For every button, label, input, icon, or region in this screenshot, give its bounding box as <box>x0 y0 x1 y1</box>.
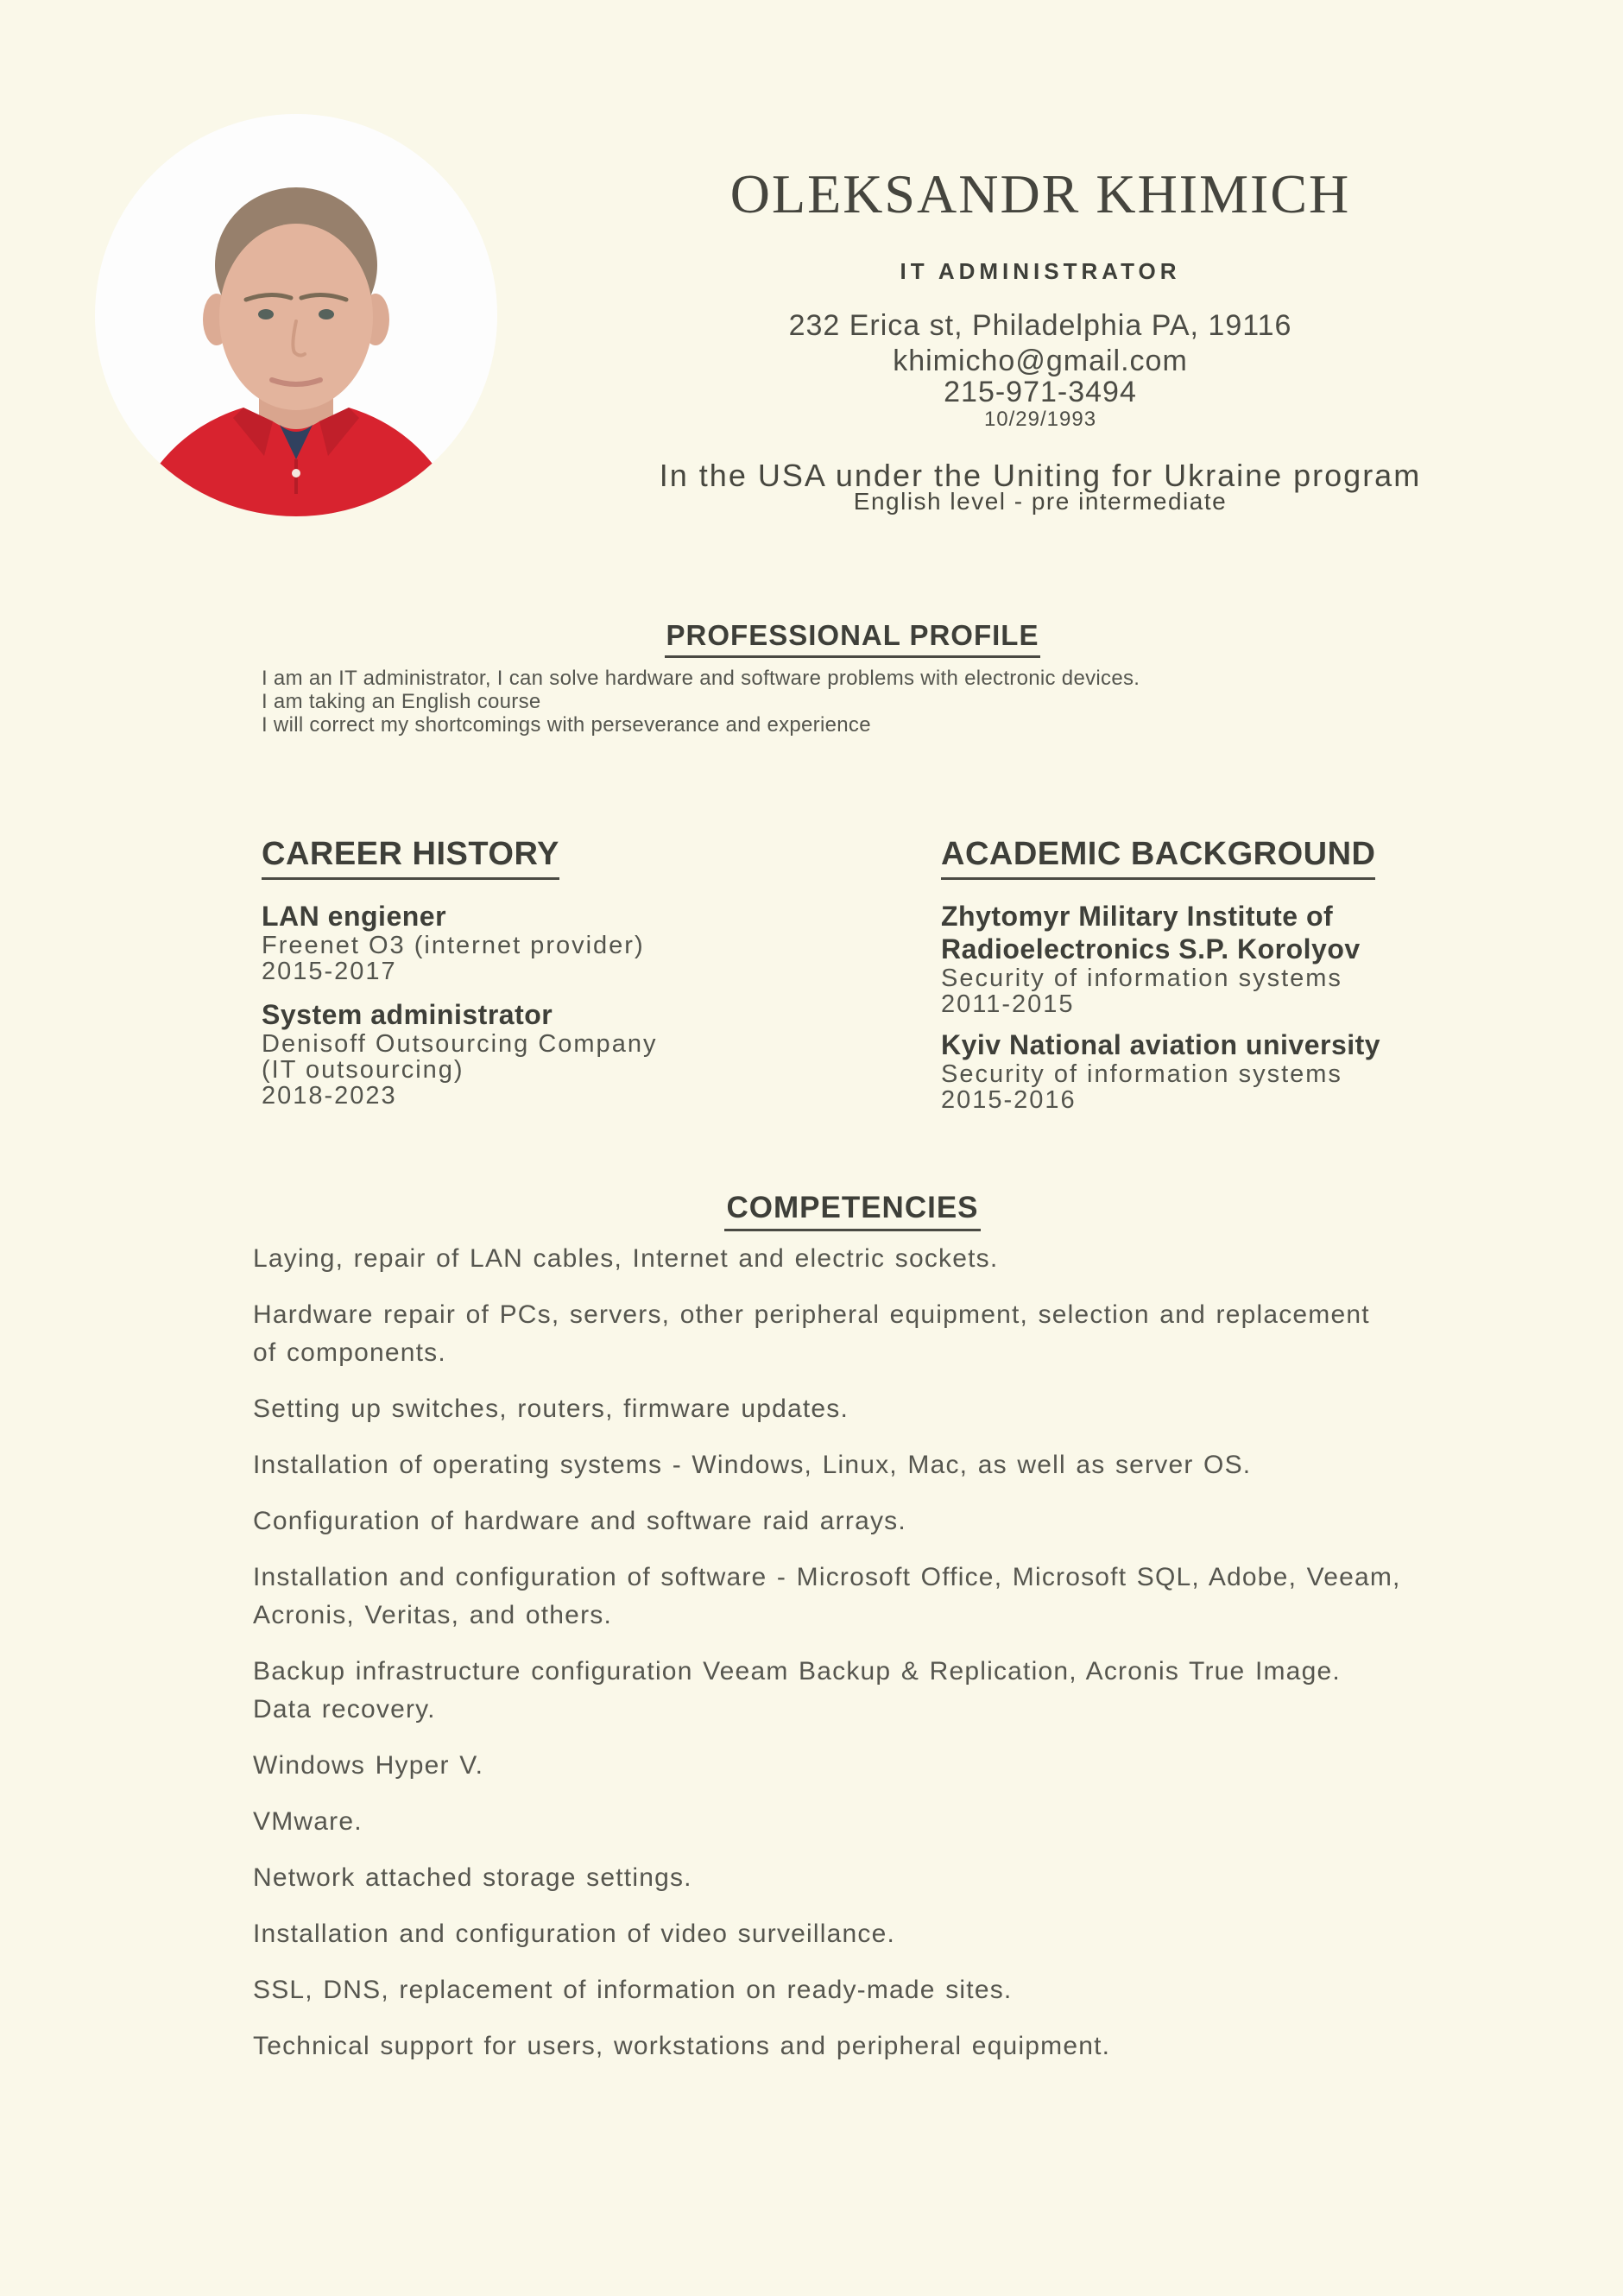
competency-item <box>253 1502 1487 1540</box>
competency-item <box>253 1971 1487 2009</box>
status-line: In the USA under the Uniting for Ukraine program <box>659 458 1422 493</box>
career-entry-company: Denisoff Outsourcing Company <box>262 1030 658 1058</box>
person-name: OLEKSANDR KHIMICH <box>729 163 1351 225</box>
career-entry-dates: 2015-2017 <box>262 958 397 985</box>
competency-item <box>253 1653 1487 1729</box>
competency-line: SSL, DNS, replacement of information on ready-made sites. <box>253 1976 1013 2004</box>
career-entry-title: LAN engiener <box>262 901 447 932</box>
competency-line: Installation and configuration of video surveillance. <box>253 1920 896 1948</box>
english-level-line: English level - pre intermediate <box>853 488 1228 515</box>
academic-entry-program: Security of information systems <box>941 1060 1342 1088</box>
competency-line: Laying, repair of LAN cables, Internet and electric sockets. <box>253 1244 999 1273</box>
competency-line: Acronis, Veritas, and others. <box>253 1601 612 1629</box>
academic-entry-program: Security of information systems <box>941 965 1342 992</box>
academic-background-heading: ACADEMIC BACKGROUND <box>941 834 1375 880</box>
academic-entry-school: Kyiv National aviation university <box>941 1029 1381 1060</box>
competency-item <box>253 1296 1487 1372</box>
career-entry <box>262 998 814 1109</box>
academic-entry-school: Zhytomyr Military Institute of <box>941 901 1334 932</box>
academic-entry <box>941 900 1494 1017</box>
competency-line: Data recovery. <box>253 1695 436 1724</box>
competency-item <box>253 1915 1487 1953</box>
competency-line: Hardware repair of PCs, servers, other peripheral equipment, selection and replacement <box>253 1300 1370 1329</box>
academic-entry-school: Radioelectronics S.P. Korolyov <box>941 933 1361 965</box>
academic-entry <box>941 1028 1494 1113</box>
competencies-heading: COMPETENCIES <box>724 1190 980 1231</box>
competencies-section <box>255 1190 1450 1231</box>
competency-line: Configuration of hardware and software raid arrays. <box>253 1507 906 1535</box>
competency-item <box>253 1446 1487 1484</box>
competency-line: Backup infrastructure configuration Veeam Backup & Replication, Acronis True Image. <box>253 1657 1341 1686</box>
profile-line: I am taking an English course <box>262 690 541 713</box>
competency-line: of components. <box>253 1338 446 1367</box>
career-entry-company: Freenet O3 (internet provider) <box>262 932 645 959</box>
career-entry-company: (IT outsourcing) <box>262 1056 464 1084</box>
competency-line: Setting up switches, routers, firmware updates. <box>253 1395 849 1423</box>
birthdate-line: 10/29/1993 <box>983 408 1097 431</box>
address-line: 232 Erica st, Philadelphia PA, 19116 <box>788 309 1292 342</box>
competency-item <box>253 1859 1487 1897</box>
profile-line: I am an IT administrator, I can solve hardware and software problems with electronic devices. <box>262 667 1140 690</box>
competency-line: Installation of operating systems - Windows, Linux, Mac, as well as server OS. <box>253 1451 1252 1479</box>
job-title: IT ADMINISTRATOR <box>900 258 1181 284</box>
profile-photo <box>95 114 497 516</box>
person-avatar-illustration <box>95 114 497 516</box>
phone-line: 215-971-3494 <box>944 376 1137 408</box>
competency-item <box>253 1803 1487 1841</box>
career-history-heading: CAREER HISTORY <box>262 834 559 880</box>
professional-profile-text <box>262 667 1470 737</box>
competency-item <box>253 1390 1487 1428</box>
career-entry-title: System administrator <box>262 999 553 1030</box>
career-entry-dates: 2018-2023 <box>262 1082 397 1110</box>
competency-line: Technical support for users, workstations and peripheral equipment. <box>253 2032 1111 2060</box>
email-line: khimicho@gmail.com <box>893 345 1188 377</box>
competency-line: Installation and configuration of software - Microsoft Office, Microsoft SQL, Adobe, Veeam, <box>253 1563 1401 1591</box>
competency-item <box>253 1559 1487 1635</box>
academic-entry-dates: 2011-2015 <box>941 990 1075 1018</box>
professional-profile-heading: PROFESSIONAL PROFILE <box>665 618 1041 658</box>
profile-line: I will correct my shortcomings with perseverance and experience <box>262 713 871 737</box>
competency-line: VMware. <box>253 1807 363 1836</box>
competency-line: Network attached storage settings. <box>253 1863 692 1892</box>
competency-item <box>253 1240 1487 1278</box>
professional-profile-section <box>255 618 1450 658</box>
career-entry <box>262 900 814 984</box>
competencies-list <box>253 1240 1487 2084</box>
competency-line: Windows Hyper V. <box>253 1751 484 1780</box>
competency-item <box>253 1747 1487 1785</box>
competency-item <box>253 2027 1487 2065</box>
academic-entry-dates: 2015-2016 <box>941 1086 1077 1114</box>
